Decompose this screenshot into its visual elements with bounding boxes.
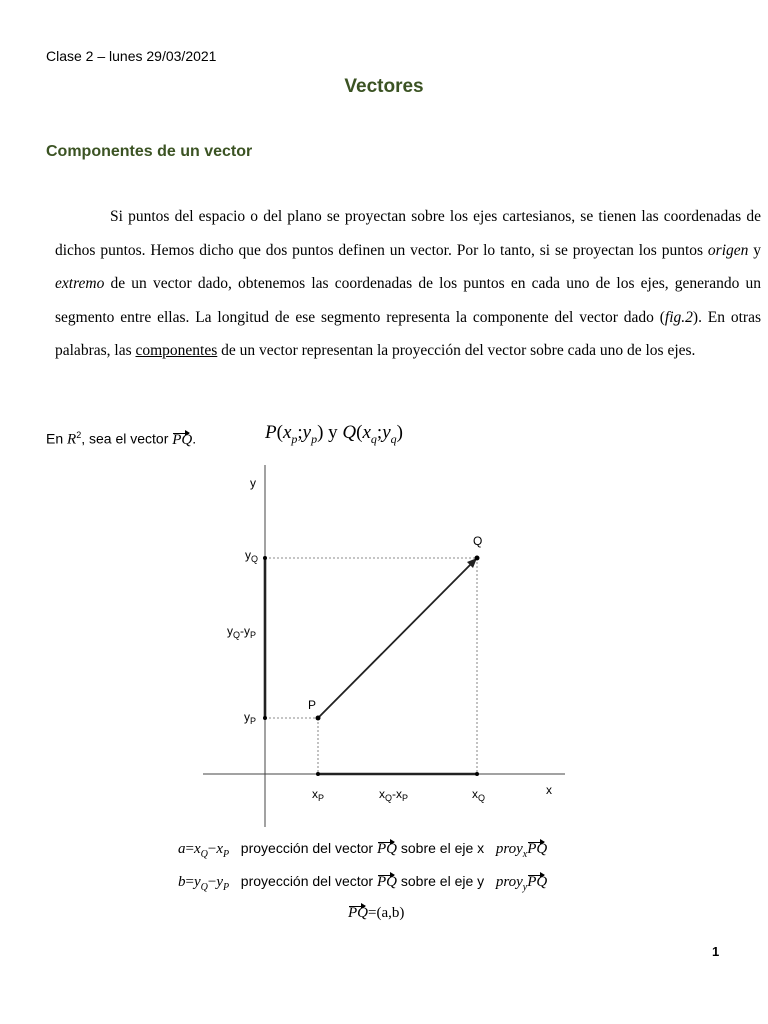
origen-word: origen	[707, 241, 749, 259]
r-symbol: R	[67, 431, 77, 448]
point-p-label: P	[308, 698, 317, 712]
points-definition: $P(x_p;y_p)$ y $Q(x_q;y_q)$	[265, 422, 403, 446]
yp-label: $y_PyP$	[244, 710, 257, 726]
xp-dot	[316, 772, 320, 776]
yq-dot	[263, 556, 267, 560]
point-p-dot	[316, 716, 321, 721]
point-q-dot	[475, 556, 480, 561]
page-number: 1	[712, 944, 720, 959]
vector-diagram	[190, 465, 580, 835]
section-title: Componentes de un vector	[46, 143, 253, 160]
vector-pq: PQ	[172, 431, 193, 448]
xp-label: $x_PxP$	[312, 787, 325, 803]
x-axis-label: x	[546, 783, 552, 797]
equation-a: $a=x_Q-x_P$ proyección del vector PQ sobre el eje x proy$_x$PQ	[178, 840, 548, 860]
y-axis-label: y	[250, 476, 256, 490]
page-header: Clase 2 – lunes 29/03/2021	[46, 48, 217, 64]
xq-minus-xp-label: $x_Q-x_PxQ-xP$	[379, 787, 409, 803]
componentes-word: componentes	[135, 342, 218, 360]
vector-pq-line	[318, 563, 472, 718]
figure-reference: fig.2	[664, 308, 693, 326]
page-title: Vectores	[344, 76, 424, 97]
equation-vector-components: PQ=(a,b)	[348, 905, 405, 921]
yq-label: $y_QyQ$	[245, 548, 259, 564]
intro-line: En $R^2$, sea el vector PQ.	[46, 430, 197, 448]
body-paragraph: Si puntos del espacio o del plano se proyectan sobre los ejes cartesianos, se tienen las coordenadas de dichos puntos. Hemos dicho que dos puntos definen un vector. Por lo tanto, si se proyectan los puntos origen y extremo de un vector dado, obtenemos las coordenadas de los puntos en cada uno de los ejes, generando un segmento entre ellas. La longitud de ese segmento representa la componente del vector dado (fig.2). En otras palabras, las componentes de un vector representan la proyección del vector sobre cada uno de los ejes.	[55, 208, 761, 360]
xq-dot	[475, 772, 479, 776]
yp-dot	[263, 716, 267, 720]
extremo-word: extremo	[55, 275, 105, 293]
equation-b: $b=y_Q-y_P$ proyección del vector PQ sobre el eje y proy$_y$PQ	[178, 873, 548, 893]
xq-label: $x_QxQ$	[472, 787, 486, 803]
point-q-label: Q	[473, 534, 483, 548]
yq-minus-yp-label: $y_Q-y_PyQ-yP$	[227, 624, 257, 640]
